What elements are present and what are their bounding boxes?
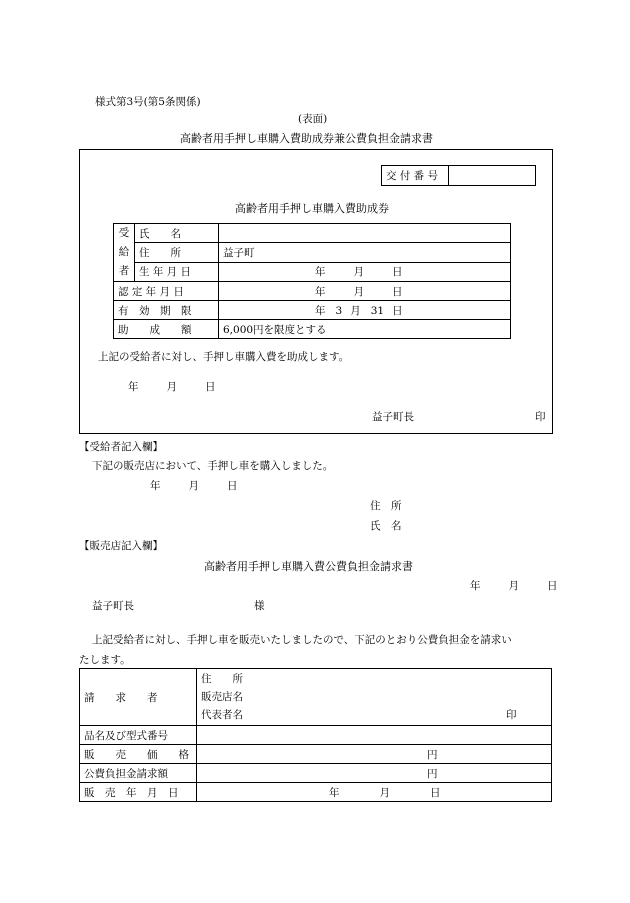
- issue-no-label: 交 付 番 号: [382, 166, 449, 186]
- coupon-table: [113, 223, 511, 339]
- recipient-statement: 下記の販売店において、手押し車を購入しました。: [92, 460, 334, 472]
- sale-date-field[interactable]: 年 月 日: [197, 783, 552, 802]
- claimant-seal: 印: [506, 709, 517, 721]
- claim-table: [79, 668, 552, 802]
- recipient-date[interactable]: 年 月 日: [150, 480, 238, 492]
- mayor-label: 益子町長: [372, 411, 414, 423]
- form-number: 様式第3号(第5条関係): [95, 96, 201, 108]
- birth-field[interactable]: 年 月 日: [219, 262, 511, 281]
- side-label: (表面): [298, 113, 328, 125]
- amount-value: 6,000円を限度とする: [219, 320, 511, 339]
- birth-label: 生 年 月 日: [135, 262, 219, 281]
- recipient-heading: 【受給者記入欄】: [79, 441, 163, 453]
- amount-label: 助 成 額: [114, 320, 219, 339]
- coupon-statement: 上記の受給者に対し、手押し車購入費を助成します。: [98, 351, 350, 363]
- product-label: 品名及び型式番号: [80, 726, 197, 745]
- shop-title: 高齢者用手押し車購入費公費負担金請求書: [204, 560, 413, 573]
- certified-field[interactable]: 年 月 日: [219, 282, 511, 301]
- shop-statement-2: たします。: [79, 654, 131, 666]
- claim-amount-label: 公費負担金請求額: [80, 764, 197, 783]
- coupon-box: [79, 149, 553, 434]
- claimant-address-label: 住 所: [201, 673, 243, 685]
- valid-label: 有 効 期 限: [114, 301, 219, 320]
- shop-statement-1: 上記受給者に対し、手押し車を販売いたしましたので、下記のとおり公費負担金を請求い: [92, 634, 512, 646]
- addressee: 益子町長: [92, 600, 134, 612]
- product-field[interactable]: [197, 726, 552, 745]
- sale-date-label: 販 売 年 月 日: [80, 783, 197, 802]
- certified-label: 認 定 年 月 日: [114, 282, 219, 301]
- name-field[interactable]: [219, 224, 511, 243]
- claimant-field[interactable]: [197, 669, 552, 726]
- recipient-label: 受 給 者: [114, 224, 135, 282]
- coupon-title: 高齢者用手押し車購入費助成券: [235, 202, 389, 215]
- name-label: 氏 名: [135, 224, 219, 243]
- claimant-shop-label: 販売店名: [201, 691, 243, 703]
- shop-heading: 【販売店記入欄】: [79, 540, 163, 552]
- coupon-date[interactable]: 年 月 日: [128, 381, 216, 393]
- claim-amount-field[interactable]: 円: [197, 764, 552, 783]
- price-field[interactable]: 円: [197, 745, 552, 764]
- honorific: 様: [254, 600, 265, 612]
- issue-no-table: [381, 165, 536, 186]
- recipient-address-label: 住 所: [370, 500, 402, 512]
- issue-no-field[interactable]: [449, 166, 536, 186]
- claimant-label: 請 求 者: [80, 669, 197, 726]
- price-label: 販 売 価 格: [80, 745, 197, 764]
- recipient-name-label: 氏 名: [370, 520, 402, 532]
- valid-field: 年 3 月 31 日: [219, 301, 511, 320]
- address-label: 住 所: [135, 243, 219, 262]
- main-title: 高齢者用手押し車購入費助成券兼公費負担金請求書: [180, 132, 433, 145]
- mayor-seal: 印: [535, 411, 546, 423]
- claimant-rep-label: 代表者名: [201, 709, 243, 721]
- shop-date[interactable]: 年 月 日: [470, 580, 558, 592]
- address-value[interactable]: 益子町: [219, 243, 511, 262]
